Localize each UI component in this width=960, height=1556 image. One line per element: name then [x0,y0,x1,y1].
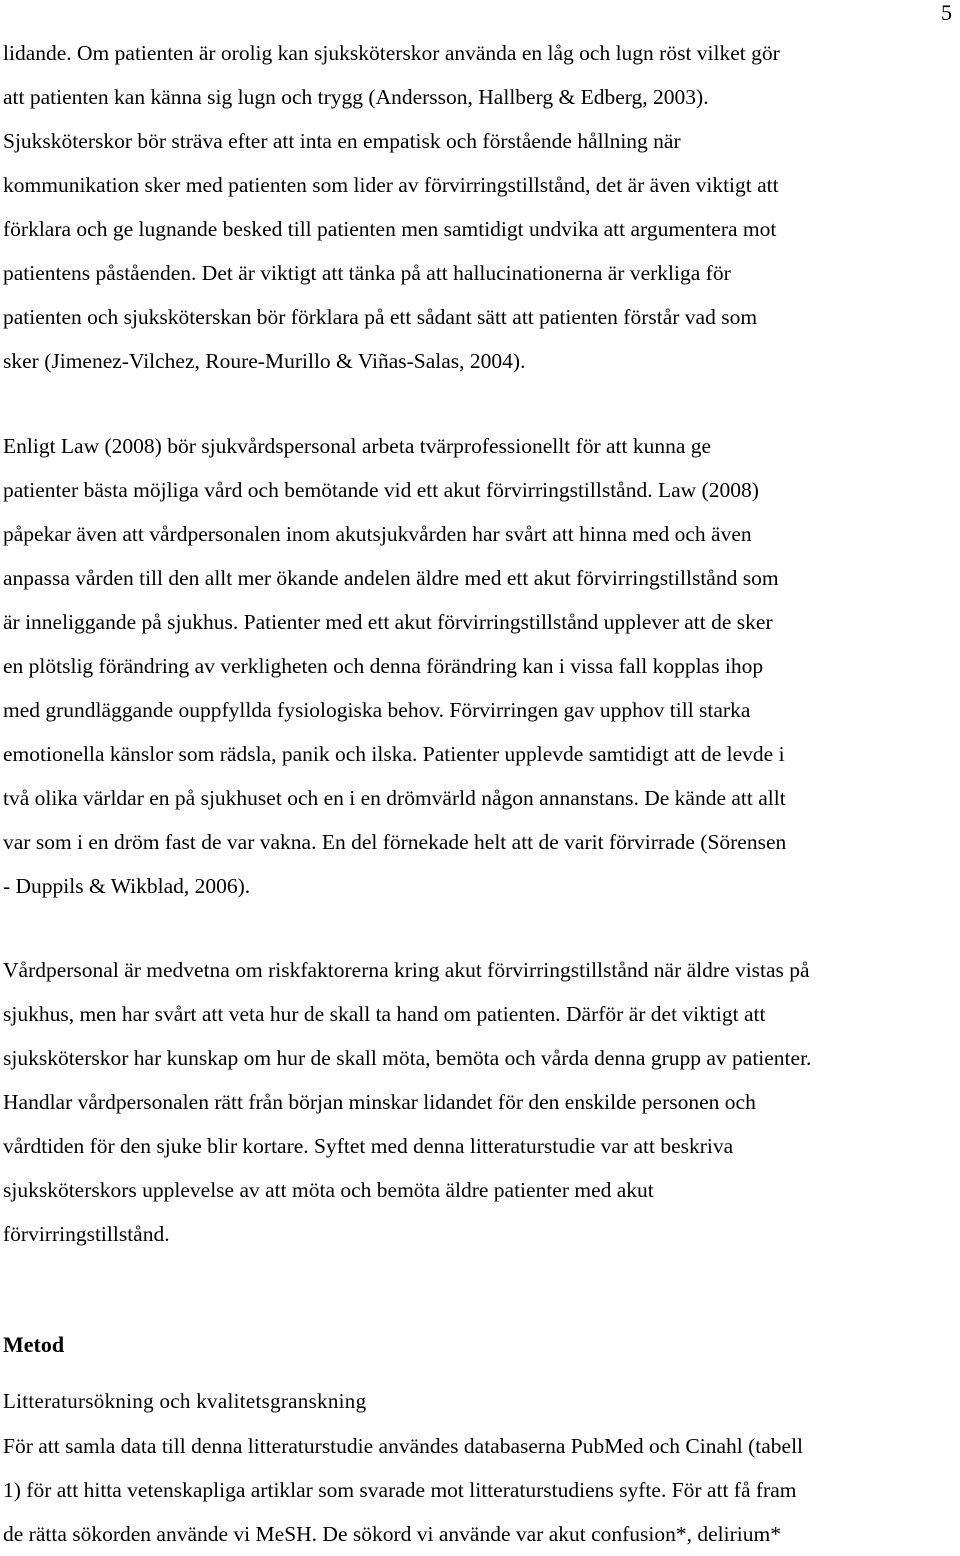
section-heading: Metod [3,1332,65,1357]
paragraph-4-text: För att samla data till denna litteraturstudie användes databaserna PubMed och Cinahl (tabell 1) för att hitta vetenskapliga artiklar som svarade mot litteraturstudiens syfte. För att få fram de rätta sökorden använde vi MeSH. De sökord vi använde var akut confusion*, delirium* [3,1434,804,1546]
paragraph-3 [3,948,958,1256]
page-number: 5 [941,0,952,25]
section-subheading: Litteratursökning och kvalitetsgranskning [3,1389,367,1413]
paragraph-2 [3,424,958,908]
paragraph-4 [3,1424,958,1556]
paragraph-1 [3,31,958,383]
paragraph-2-text: Enligt Law (2008) bör sjukvårdspersonal arbeta tvärprofessionellt för att kunna ge patienter bästa möjliga vård och bemötande vid ett akut förvirringstillstånd. Law (2008) påpekar även att vårdpersonalen inom akutsjukvården har svårt att hinna med och även anpassa vården till den allt mer ökande andelen äldre med ett akut förvirringstillstånd som är inneliggande på sjukhus. Patienter med ett akut förvirringstillstånd upplever att de sker en plötslig förändring av verkligheten och denna förändring kan i vissa fall kopplas ihop med grundläggande ouppfyllda fysiologiska behov. Förvirringen gav upphov till starka emotionella känslor som rädsla, panik och ilska. Patienter upplevde samtidigt att de levde i två olika världar en på sjukhuset och en i en drömvärld någon annanstans. De kände att allt var som i en dröm fast de var vakna. En del förnekade helt att de varit förvirrade (Sörensen - Duppils & Wikblad, 2006). [3,434,787,898]
paragraph-3-text: Vårdpersonal är medvetna om riskfaktorerna kring akut förvirringstillstånd när äldre vistas på sjukhus, men har svårt att veta hur de skall ta hand om patienten. Därför är det viktigt att sjuksköterskor har kunskap om hur de skall möta, bemöta och vårda denna grupp av patienter. Handlar vårdpersonalen rätt från början minskar lidandet för den enskilde personen och vårdtiden för den sjuke blir kortare. Syftet med denna litteraturstudie var att beskriva sjuksköterskors upplevelse av att möta och bemöta äldre patienter med akut förvirringstillstånd. [3,958,812,1246]
paragraph-1-text: lidande. Om patienten är orolig kan sjuksköterskor använda en låg och lugn röst vilket gör att patienten kan känna sig lugn och trygg (Andersson, Hallberg & Edberg, 2003). Sjuksköterskor bör sträva efter att inta en empatisk och förstående hållning när kommunikation sker med patienten som lider av förvirringstillstånd, det är även viktigt att förklara och ge lugnande besked till patienten men samtidigt undvika att argumentera mot patientens påståenden. Det är viktigt att tänka på att hallucinationerna är verkliga för patienten och sjuksköterskan bör förklara på ett sådant sätt att patienten förstår vad som sker (Jimenez-Vilchez, Roure-Murillo & Viñas-Salas, 2004). [3,41,780,373]
